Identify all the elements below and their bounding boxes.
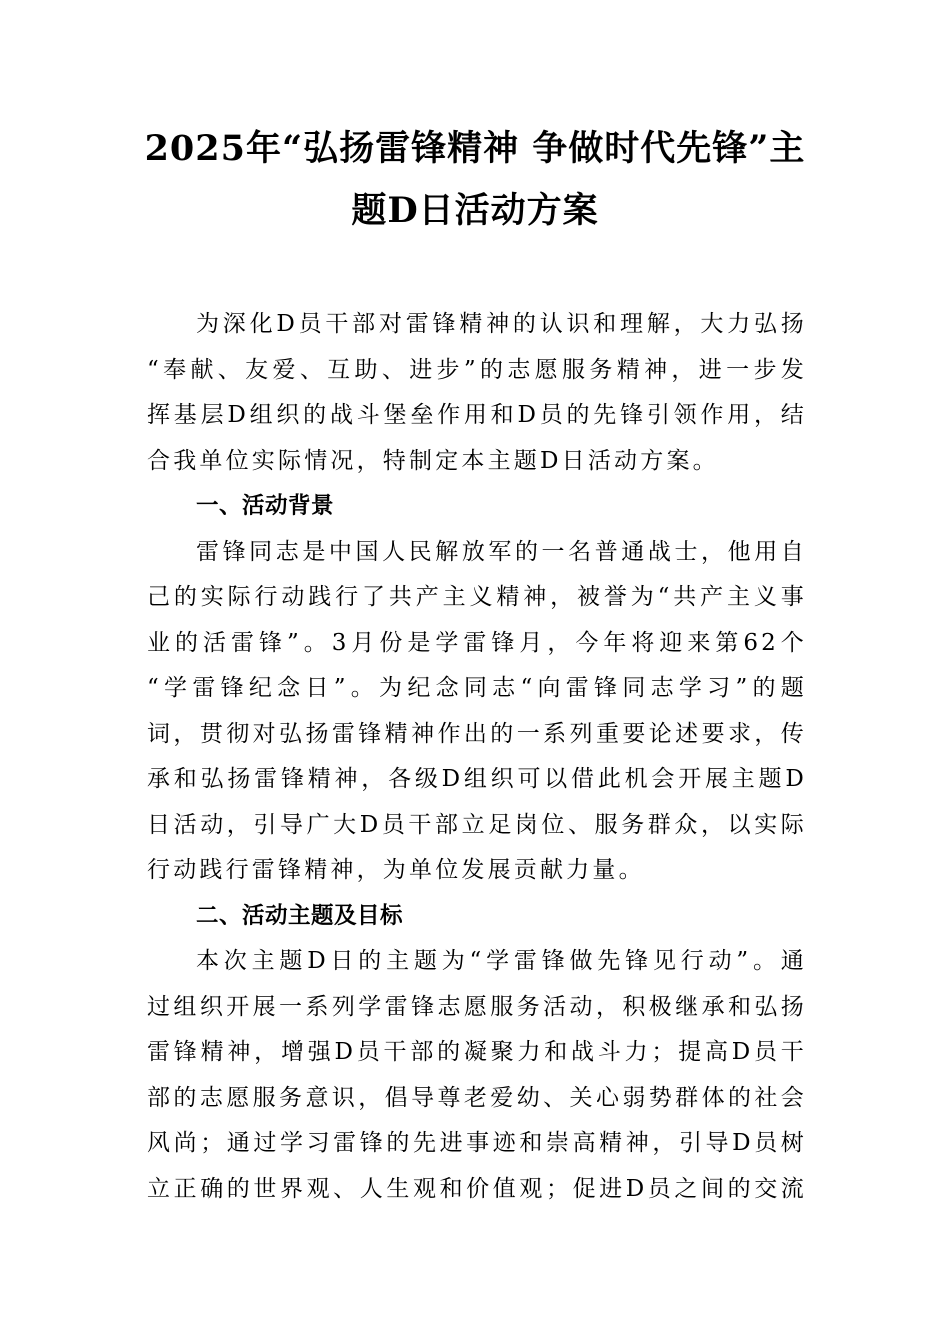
paragraph-line: 行动践行雷锋精神，为单位发展贡献力量。 bbox=[147, 857, 645, 883]
paragraph-line: 雷锋同志是中国人民解放军的一名普通战士，他用自 bbox=[196, 538, 807, 565]
paragraph-line: “奉献、友爱、互助、进步”的志愿服务精神，进一步发 bbox=[147, 356, 807, 383]
paragraph-line: 合我单位实际情况，特制定本主题D日活动方案。 bbox=[147, 447, 719, 474]
paragraph-line: 部的志愿服务意识，倡导尊老爱幼、关心弱势群体的社会 bbox=[147, 1084, 807, 1111]
theme-goals-paragraph bbox=[147, 939, 807, 1212]
heading-text: 一、活动背景 bbox=[196, 493, 335, 519]
paragraph-line: 承和弘扬雷锋精神，各级D组织可以借此机会开展主题D bbox=[147, 766, 807, 792]
document-title bbox=[130, 118, 820, 242]
paragraph-line: 本次主题D日的主题为“学雷锋做先锋见行动”。通 bbox=[196, 948, 807, 974]
title-line: 2025年“弘扬雷锋精神 争做时代先锋”主 bbox=[144, 128, 806, 169]
paragraph-line: 日活动，引导广大D员干部立足岗位、服务群众，以实际 bbox=[147, 811, 807, 838]
section-heading-background bbox=[147, 484, 807, 530]
paragraph-line: 立正确的世界观、人生观和价值观；促进D员之间的交流 bbox=[147, 1175, 807, 1202]
paragraph-line: 过组织开展一系列学雷锋志愿服务活动，积极继承和弘扬 bbox=[147, 993, 807, 1020]
paragraph-line: 为深化D员干部对雷锋精神的认识和理解，大力弘扬 bbox=[196, 311, 807, 337]
section-heading-theme-goals bbox=[147, 894, 807, 940]
paragraph-line: 风尚；通过学习雷锋的先进事迹和崇高精神，引导D员树 bbox=[147, 1130, 807, 1156]
paragraph-line: 词，贯彻对弘扬雷锋精神作出的一系列重要论述要求，传 bbox=[147, 720, 807, 747]
paragraph-line: 挥基层D组织的战斗堡垒作用和D员的先锋引领作用，结 bbox=[147, 402, 807, 428]
title-line: 题D日活动方案 bbox=[351, 190, 599, 231]
heading-text: 二、活动主题及目标 bbox=[196, 902, 404, 929]
paragraph-line: “学雷锋纪念日”。为纪念同志“向雷锋同志学习”的题 bbox=[147, 675, 807, 701]
paragraph-line: 雷锋精神，增强D员干部的凝聚力和战斗力；提高D员干 bbox=[147, 1039, 807, 1065]
paragraph-line: 己的实际行动践行了共产主义精神，被誉为“共产主义事 bbox=[147, 584, 807, 610]
paragraph-line: 业的活雷锋”。3月份是学雷锋月，今年将迎来第62个 bbox=[147, 629, 807, 656]
background-paragraph bbox=[147, 530, 807, 894]
document-body bbox=[147, 302, 807, 1212]
intro-paragraph bbox=[147, 302, 807, 484]
